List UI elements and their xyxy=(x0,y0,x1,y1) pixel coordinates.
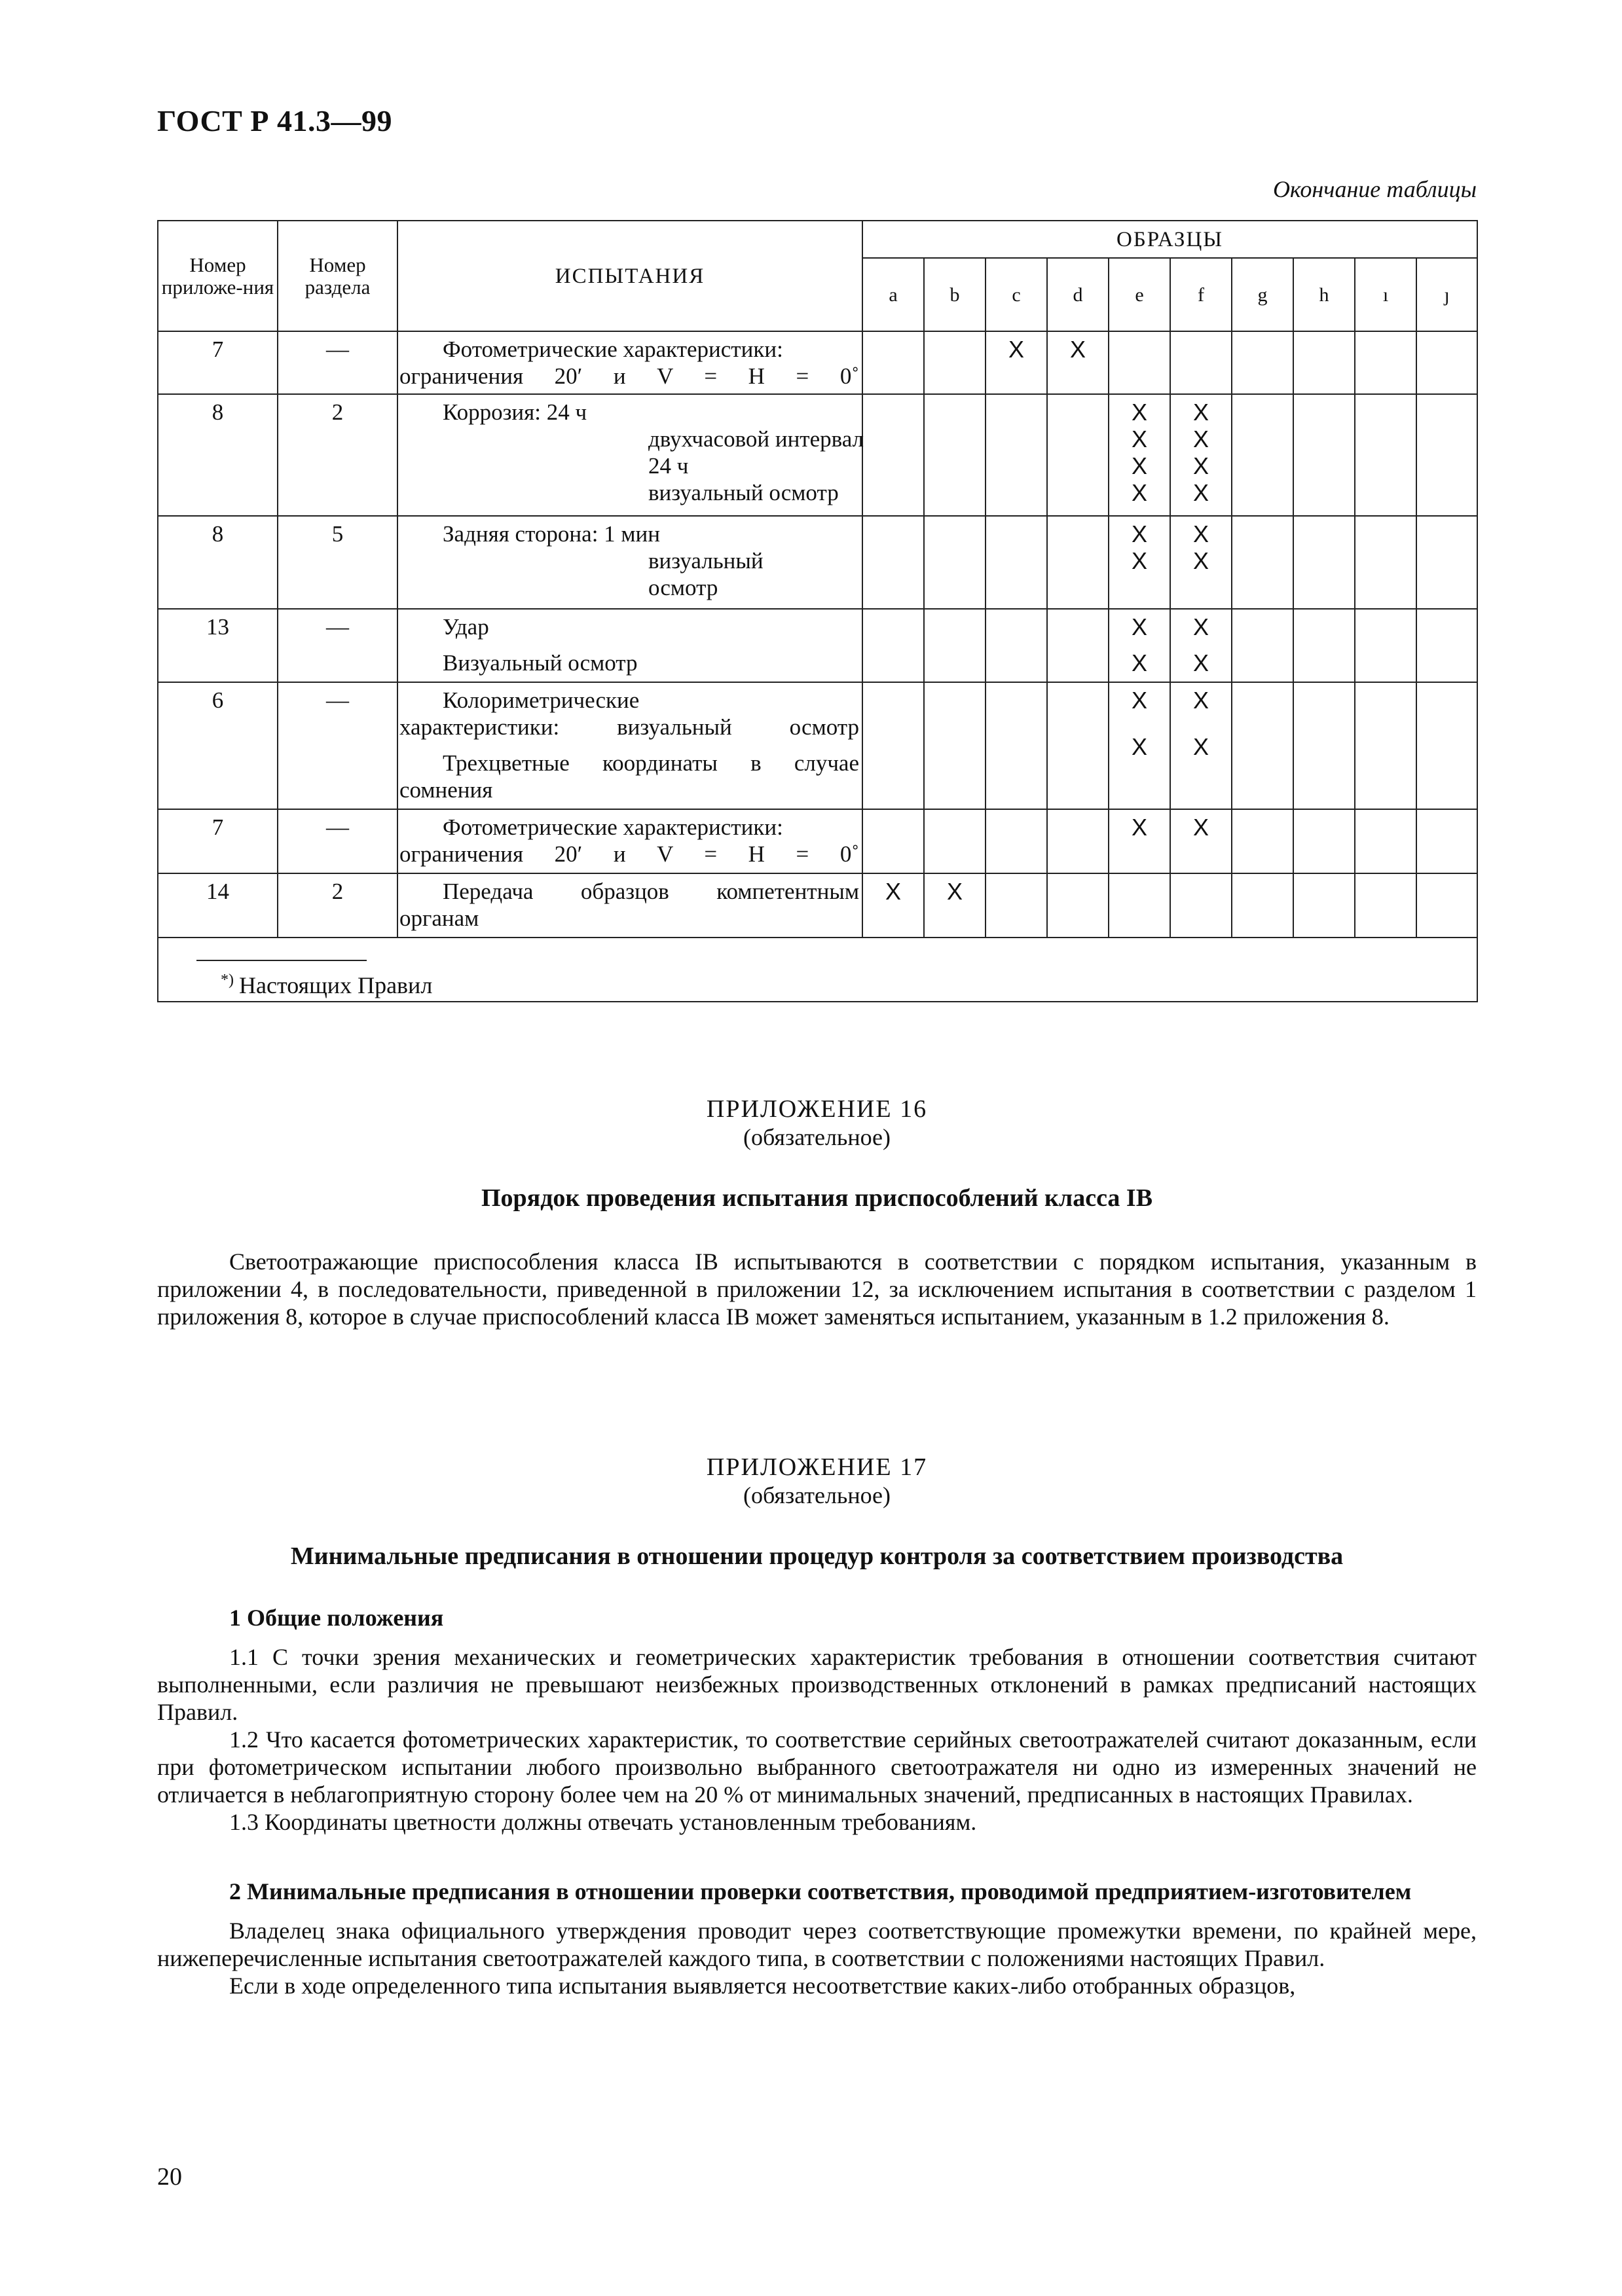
header-sample-col: g xyxy=(1232,258,1293,331)
annex-17-status: (обязательное) xyxy=(743,1482,891,1508)
sample-mark: X xyxy=(1192,687,1209,714)
sample-mark-cell xyxy=(1047,609,1109,682)
sample-mark-cell xyxy=(1109,331,1170,394)
sample-mark-cell xyxy=(1047,682,1109,809)
sample-mark-cell xyxy=(1170,331,1232,394)
header-sample-col: ı xyxy=(1355,258,1416,331)
sample-mark-cell xyxy=(1170,682,1232,809)
sample-mark: X xyxy=(1131,547,1147,574)
annex-16-status: (обязательное) xyxy=(743,1124,891,1150)
paragraph-1-2: 1.2 Что касается фотометрических характеристик, то соответствие серийных светоотражателей считают доказанным, если при фотометрическом испытании любого произвольно выбранного светоотражателя ни одно из измеренных значений не отличается в неблагоприятную сторону более чем на 20 % от минимальных значений, предписанных в настоящих Правилах. xyxy=(157,1726,1477,1808)
test-description-line: характеристики: визуальный осмотр xyxy=(399,714,859,740)
sample-mark-cell xyxy=(1355,516,1416,609)
sample-mark-cell xyxy=(1355,809,1416,873)
sample-mark-cell xyxy=(1355,609,1416,682)
footnote-mark: *) xyxy=(221,972,234,989)
sample-mark: X xyxy=(1008,336,1024,363)
sample-mark-cell xyxy=(986,809,1047,873)
sample-mark-cell xyxy=(1416,609,1477,682)
section-number-cell: — xyxy=(278,609,397,682)
test-description-cell xyxy=(397,873,862,938)
test-description-cell xyxy=(397,331,862,394)
header-sample-col: e xyxy=(1109,258,1170,331)
sample-mark-cell xyxy=(924,873,986,938)
sample-mark-cell xyxy=(1416,873,1477,938)
sample-mark-cell xyxy=(986,609,1047,682)
sample-mark: X xyxy=(1069,336,1086,363)
test-description-cell xyxy=(397,809,862,873)
sample-mark: X xyxy=(946,878,963,905)
sample-mark: X xyxy=(1131,426,1147,452)
section-1-body xyxy=(157,1643,1477,1836)
sample-mark: X xyxy=(1192,733,1209,760)
header-sample-col: ȷ xyxy=(1416,258,1477,331)
sample-mark-cell xyxy=(1416,809,1477,873)
sample-mark-cell xyxy=(1109,394,1170,516)
test-description-line: Коррозия: 24 ч xyxy=(443,399,587,425)
sample-mark-cell xyxy=(1355,331,1416,394)
sample-mark: X xyxy=(1131,814,1147,841)
sample-mark-cell xyxy=(1047,331,1109,394)
test-description-line: осмотр xyxy=(648,575,718,600)
sample-mark-cell xyxy=(986,394,1047,516)
annex-number-cell: 7 xyxy=(158,809,278,873)
header-sample-col: f xyxy=(1170,258,1232,331)
sample-mark: X xyxy=(1192,649,1209,676)
test-description-line: двухчасовой интервал xyxy=(648,426,864,452)
test-description-line: Колориметрические xyxy=(443,687,640,713)
table-row xyxy=(158,682,1477,809)
header-section-number: Номер раздела xyxy=(278,221,397,331)
sample-mark-cell xyxy=(1416,516,1477,609)
sample-mark-cell xyxy=(1355,394,1416,516)
annex-number-cell: 13 xyxy=(158,609,278,682)
section-number-cell: 2 xyxy=(278,394,397,516)
sample-mark-cell xyxy=(1170,809,1232,873)
sample-mark-cell xyxy=(924,609,986,682)
sample-mark-cell xyxy=(1232,809,1293,873)
test-description-line: органам xyxy=(399,905,479,931)
tests-table xyxy=(157,220,1478,1002)
test-description-line: сомнения xyxy=(399,777,493,803)
sample-mark-cell xyxy=(1416,331,1477,394)
annex-16-title: Порядок проведения испытания приспособлений класса IB xyxy=(481,1184,1153,1212)
table-row xyxy=(158,873,1477,938)
annex-17-heading xyxy=(157,1453,1477,1509)
sample-mark-cell xyxy=(1232,609,1293,682)
test-description-line: ограничения 20′ и V = H = 0˚ xyxy=(399,841,859,867)
test-description-line: Задняя сторона: 1 мин xyxy=(443,521,661,547)
paragraph-2-1: Владелец знака официального утверждения проводит через соответствующие промежутки времени, по крайней мере, нижеперечисленные испытания светоотражателей каждого типа, в соответствии с положениями настоящих Правил. xyxy=(157,1918,1477,1971)
test-description-line: Визуальный осмотр xyxy=(443,650,638,676)
table-row xyxy=(158,331,1477,394)
sample-mark-cell xyxy=(924,682,986,809)
table-caption: Окончание таблицы xyxy=(1272,176,1477,202)
sample-mark-cell xyxy=(1293,394,1355,516)
sample-mark: X xyxy=(885,878,901,905)
sample-mark-cell xyxy=(1293,331,1355,394)
test-description-line: Передача образцов компетентным xyxy=(443,879,859,904)
sample-mark-cell xyxy=(1293,516,1355,609)
section-2-body xyxy=(157,1917,1477,1999)
header-sample-col: b xyxy=(924,258,986,331)
table-footnote xyxy=(158,938,1477,1002)
sample-mark-cell xyxy=(1170,394,1232,516)
sample-mark-cell xyxy=(862,609,924,682)
footnote-row xyxy=(158,938,1477,1002)
table-row xyxy=(158,609,1477,682)
header-sample-col: a xyxy=(862,258,924,331)
sample-mark: X xyxy=(1131,452,1147,479)
annex-17-title: Минимальные предписания в отношении процедур контроля за соответствием производства xyxy=(290,1542,1344,1570)
sample-mark-cell xyxy=(1047,809,1109,873)
annex-number-cell: 8 xyxy=(158,516,278,609)
sample-mark-cell xyxy=(1416,682,1477,809)
header-annex-number: Номер приложе-ния xyxy=(158,221,278,331)
sample-mark-cell xyxy=(1047,516,1109,609)
test-description-cell xyxy=(397,609,862,682)
sample-mark-cell xyxy=(1232,516,1293,609)
sample-mark-cell xyxy=(986,516,1047,609)
test-description-line: Фотометрические характеристики: xyxy=(443,337,783,362)
sample-mark-cell xyxy=(1047,394,1109,516)
sample-mark: X xyxy=(1192,452,1209,479)
header-sample-col: c xyxy=(986,258,1047,331)
test-description-line: ограничения 20′ и V = H = 0˚ xyxy=(399,363,859,389)
sample-mark-cell xyxy=(862,331,924,394)
table-row xyxy=(158,394,1477,516)
sample-mark-cell xyxy=(1109,609,1170,682)
sample-mark: X xyxy=(1192,520,1209,547)
paragraph-1-1: 1.1 С точки зрения механических и геометрических характеристик требования в отношении соответствия считают выполненными, если различия не превышают неизбежных производственных отклонений в рамках предписаний настоящих Правил. xyxy=(157,1644,1477,1725)
sample-mark-cell xyxy=(1232,394,1293,516)
sample-mark-cell xyxy=(1170,873,1232,938)
sample-mark-cell xyxy=(924,394,986,516)
sample-mark-cell xyxy=(862,873,924,938)
sample-mark-cell xyxy=(1109,682,1170,809)
test-description-line: 24 ч xyxy=(648,453,689,479)
sample-mark: X xyxy=(1131,399,1147,426)
sample-mark-cell xyxy=(1355,682,1416,809)
header-sample-col: h xyxy=(1293,258,1355,331)
page-number: 20 xyxy=(157,2163,182,2191)
sample-mark: X xyxy=(1131,649,1147,676)
sample-mark-cell xyxy=(1109,873,1170,938)
section-number-cell: — xyxy=(278,682,397,809)
section-2-title: 2 Минимальные предписания в отношении проверки соответствия, проводимой предприятием-изготовителем xyxy=(229,1878,1412,1904)
sample-mark-cell xyxy=(1109,516,1170,609)
test-description-cell xyxy=(397,682,862,809)
sample-mark-cell xyxy=(986,682,1047,809)
sample-mark-cell xyxy=(1293,873,1355,938)
header-sample-col: d xyxy=(1047,258,1109,331)
section-number-cell: — xyxy=(278,809,397,873)
sample-mark-cell xyxy=(1170,609,1232,682)
sample-mark-cell xyxy=(924,331,986,394)
sample-mark: X xyxy=(1192,479,1209,506)
sample-mark: X xyxy=(1192,613,1209,640)
sample-mark-cell xyxy=(862,809,924,873)
sample-mark-cell xyxy=(1293,682,1355,809)
test-description-line: визуальный xyxy=(648,548,764,574)
sample-mark-cell xyxy=(1232,682,1293,809)
sample-mark-cell xyxy=(986,331,1047,394)
footnote-body: Настоящих Правил xyxy=(239,972,433,998)
table-row xyxy=(158,809,1477,873)
sample-mark-cell xyxy=(862,682,924,809)
sample-mark-cell xyxy=(1232,331,1293,394)
sample-mark: X xyxy=(1131,687,1147,714)
annex-number-cell: 8 xyxy=(158,394,278,516)
paragraph-2-2: Если в ходе определенного типа испытания выявляется несоответствие каких-либо отобранных образцов, xyxy=(229,1973,1296,1999)
test-description-line: визуальный осмотр xyxy=(648,480,839,505)
test-description-line: Удар xyxy=(443,614,489,640)
sample-mark-cell xyxy=(1232,873,1293,938)
sample-mark-cell xyxy=(862,516,924,609)
sample-mark: X xyxy=(1131,520,1147,547)
section-number-cell: 5 xyxy=(278,516,397,609)
header-samples: ОБРАЗЦЫ xyxy=(862,221,1477,258)
sample-mark: X xyxy=(1192,547,1209,574)
test-description-cell xyxy=(397,516,862,609)
annex-16-text xyxy=(157,1248,1477,1330)
sample-mark: X xyxy=(1192,426,1209,452)
annex-number-cell: 14 xyxy=(158,873,278,938)
footnote-rule xyxy=(196,960,367,961)
standard-designation: ГОСТ Р 41.3—99 xyxy=(157,104,392,137)
section-number-cell: 2 xyxy=(278,873,397,938)
header-tests: ИСПЫТАНИЯ xyxy=(397,221,862,331)
annex-number-cell: 7 xyxy=(158,331,278,394)
sample-mark-cell xyxy=(1047,873,1109,938)
sample-mark-cell xyxy=(1293,609,1355,682)
paragraph-1-3: 1.3 Координаты цветности должны отвечать установленным требованиям. xyxy=(229,1809,977,1835)
sample-mark-cell xyxy=(986,873,1047,938)
annex-16-paragraph: Светоотражающие приспособления класса IB испытываются в соответствии с порядком испытания, указанным в приложении 4, в последовательности, приведенной в приложении 12, за исключением испытания в соответствии с разделом 1 приложения 8, которое в случае приспособлений класса IB может заменяться испытанием, указанным в 1.2 приложения 8. xyxy=(157,1248,1477,1330)
sample-mark-cell xyxy=(1170,516,1232,609)
footnote-text xyxy=(221,967,432,999)
section-1-title: 1 Общие положения xyxy=(229,1605,444,1631)
test-description-line: Фотометрические характеристики: xyxy=(443,814,783,840)
sample-mark: X xyxy=(1131,733,1147,760)
section-number-cell: — xyxy=(278,331,397,394)
test-description-line: Трехцветные координаты в случае xyxy=(443,750,859,776)
sample-mark-cell xyxy=(1293,809,1355,873)
annex-16-number: ПРИЛОЖЕНИЕ 16 xyxy=(706,1095,928,1123)
annex-16-heading xyxy=(157,1095,1477,1151)
test-description-cell xyxy=(397,394,862,516)
sample-mark: X xyxy=(1131,613,1147,640)
sample-mark-cell xyxy=(924,516,986,609)
table-row xyxy=(158,516,1477,609)
sample-mark-cell xyxy=(1416,394,1477,516)
sample-mark-cell xyxy=(862,394,924,516)
annex-17-number: ПРИЛОЖЕНИЕ 17 xyxy=(706,1453,928,1481)
sample-mark-cell xyxy=(924,809,986,873)
sample-mark: X xyxy=(1192,399,1209,426)
sample-mark: X xyxy=(1192,814,1209,841)
sample-mark-cell xyxy=(1355,873,1416,938)
annex-number-cell: 6 xyxy=(158,682,278,809)
sample-mark-cell xyxy=(1109,809,1170,873)
sample-mark: X xyxy=(1131,479,1147,506)
